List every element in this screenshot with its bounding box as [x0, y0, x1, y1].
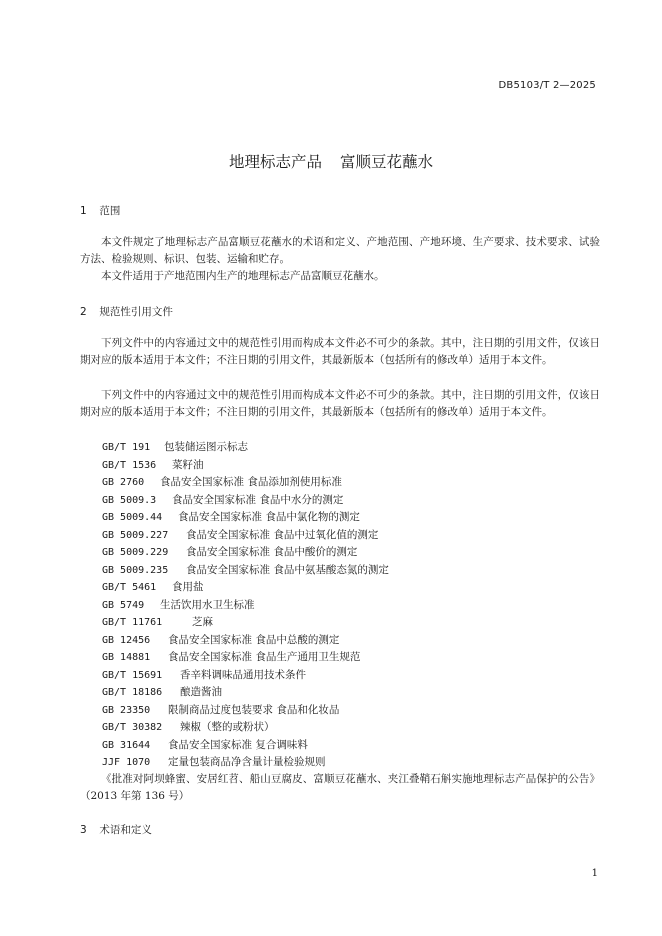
reference-code: GB/T 191 — [102, 442, 151, 453]
reference-name: 定量包装商品净含量计量检验规则 — [168, 756, 326, 768]
reference-name: 酿造酱油 — [180, 686, 222, 698]
reference-name: 香辛料调味品通用技术条件 — [180, 668, 306, 681]
reference-code: GB/T 18186 — [102, 687, 163, 698]
reference-name: 食品安全国家标准 食品中过氧化值的测定 — [186, 528, 379, 541]
reference-code: GB/T 11761 — [102, 617, 163, 628]
reference-item — [102, 527, 389, 545]
announcement-reference: 《批准对阿坝蜂蜜、安居红苕、船山豆腐皮、富顺豆花蘸水、夹江叠鞘石斛实施地理标志产品保护的公告》（2013 年第 136 号） — [80, 773, 600, 803]
reference-item — [102, 702, 389, 720]
reference-item — [102, 754, 389, 772]
reference-item — [102, 649, 389, 667]
section-title: 范围 — [99, 205, 121, 217]
reference-name: 食品安全国家标准 食品生产通用卫生规范 — [168, 651, 361, 663]
reference-code: GB 5009.229 — [102, 547, 169, 558]
reference-code: GB 5009.44 — [102, 512, 163, 523]
title-part-1: 地理标志产品 — [228, 153, 322, 171]
reference-code: GB 5749 — [102, 599, 145, 611]
normative-paragraph-2: 下列文件中的内容通过文中的规范性引用而构成本文件必不可少的条款。其中，注日期的引用文件，仅该日期对应的版本适用于本文件；不注日期的引用文件，其最新版本（包括所有的修改单）适用于本文件。 — [80, 389, 600, 419]
reference-code: JJF 1070 — [102, 757, 151, 768]
reference-item — [102, 509, 389, 527]
reference-name: 包装储运图示标志 — [164, 441, 248, 453]
reference-name: 食品安全国家标准 食品中水分的测定 — [172, 493, 344, 506]
section-heading-normative — [80, 304, 173, 319]
reference-item — [102, 439, 389, 457]
reference-code: GB 14881 — [102, 652, 151, 663]
reference-name: 食品安全国家标准 食品中氨基酸态氮的测定 — [186, 563, 389, 576]
reference-item — [102, 632, 389, 650]
reference-item — [102, 597, 389, 615]
reference-name: 食品安全国家标准 食品中氯化物的测定 — [178, 511, 360, 523]
reference-item — [102, 544, 389, 562]
reference-code: GB/T 5461 — [102, 582, 157, 593]
reference-item — [102, 474, 389, 492]
reference-item — [102, 684, 389, 702]
reference-name: 限制商品过度包装要求 食品和化妆品 — [168, 703, 340, 716]
section-number: 3 — [80, 824, 87, 836]
reference-name: 食品安全国家标准 食品添加剂使用标准 — [160, 476, 342, 488]
reference-code: GB 23350 — [102, 704, 151, 716]
scope-paragraph-2: 本文件适用于产地范围内生产的地理标志产品富顺豆花蘸水。 — [101, 270, 385, 282]
section-heading-terms — [80, 822, 152, 837]
section-number: 2 — [80, 306, 87, 318]
reference-name: 菜籽油 — [172, 458, 204, 471]
reference-item — [102, 562, 389, 580]
section-number: 1 — [80, 205, 87, 217]
reference-item — [102, 579, 389, 597]
reference-code: GB 31644 — [102, 739, 151, 751]
reference-name: 辣椒（整的或粉状） — [180, 721, 275, 733]
reference-name: 食品安全国家标准 复合调味料 — [168, 738, 308, 751]
page-number: 1 — [591, 868, 598, 879]
reference-code: GB 5009.227 — [102, 529, 169, 541]
reference-code: GB 2760 — [102, 477, 145, 488]
reference-code: GB/T 15691 — [102, 669, 163, 681]
reference-name: 芝麻 — [192, 616, 213, 628]
section-heading-scope — [80, 203, 120, 218]
reference-code: GB 12456 — [102, 634, 151, 646]
reference-list — [102, 439, 389, 772]
scope-paragraph-1: 本文件规定了地理标志产品富顺豆花蘸水的术语和定义、产地范围、产地环境、生产要求、技术要求、试验方法、检验规则、标识、包装、运输和贮存。 — [80, 236, 600, 266]
reference-item — [102, 492, 389, 510]
reference-name: 生活饮用水卫生标准 — [160, 598, 255, 611]
section-title: 规范性引用文件 — [99, 306, 173, 318]
reference-name: 食用盐 — [172, 581, 204, 593]
reference-name: 食品安全国家标准 食品中总酸的测定 — [168, 633, 340, 646]
reference-item — [102, 667, 389, 685]
reference-name: 食品安全国家标准 食品中酸价的测定 — [186, 546, 358, 558]
section-title: 术语和定义 — [99, 824, 152, 836]
document-code: DB5103/T 2—2025 — [498, 80, 596, 91]
title-part-2: 富顺豆花蘸水 — [340, 153, 434, 171]
normative-paragraph-1: 下列文件中的内容通过文中的规范性引用而构成本文件必不可少的条款。其中，注日期的引用文件，仅该日期对应的版本适用于本文件；不注日期的引用文件，其最新版本（包括所有的修改单）适用于本文件。 — [80, 337, 600, 367]
document-title — [0, 150, 662, 172]
reference-code: GB/T 30382 — [102, 722, 163, 733]
reference-code: GB 5009.235 — [102, 564, 169, 576]
reference-item — [102, 614, 389, 632]
reference-item — [102, 457, 389, 475]
reference-item — [102, 719, 389, 737]
reference-item — [102, 737, 389, 755]
reference-code: GB/T 1536 — [102, 459, 157, 471]
reference-code: GB 5009.3 — [102, 494, 157, 506]
